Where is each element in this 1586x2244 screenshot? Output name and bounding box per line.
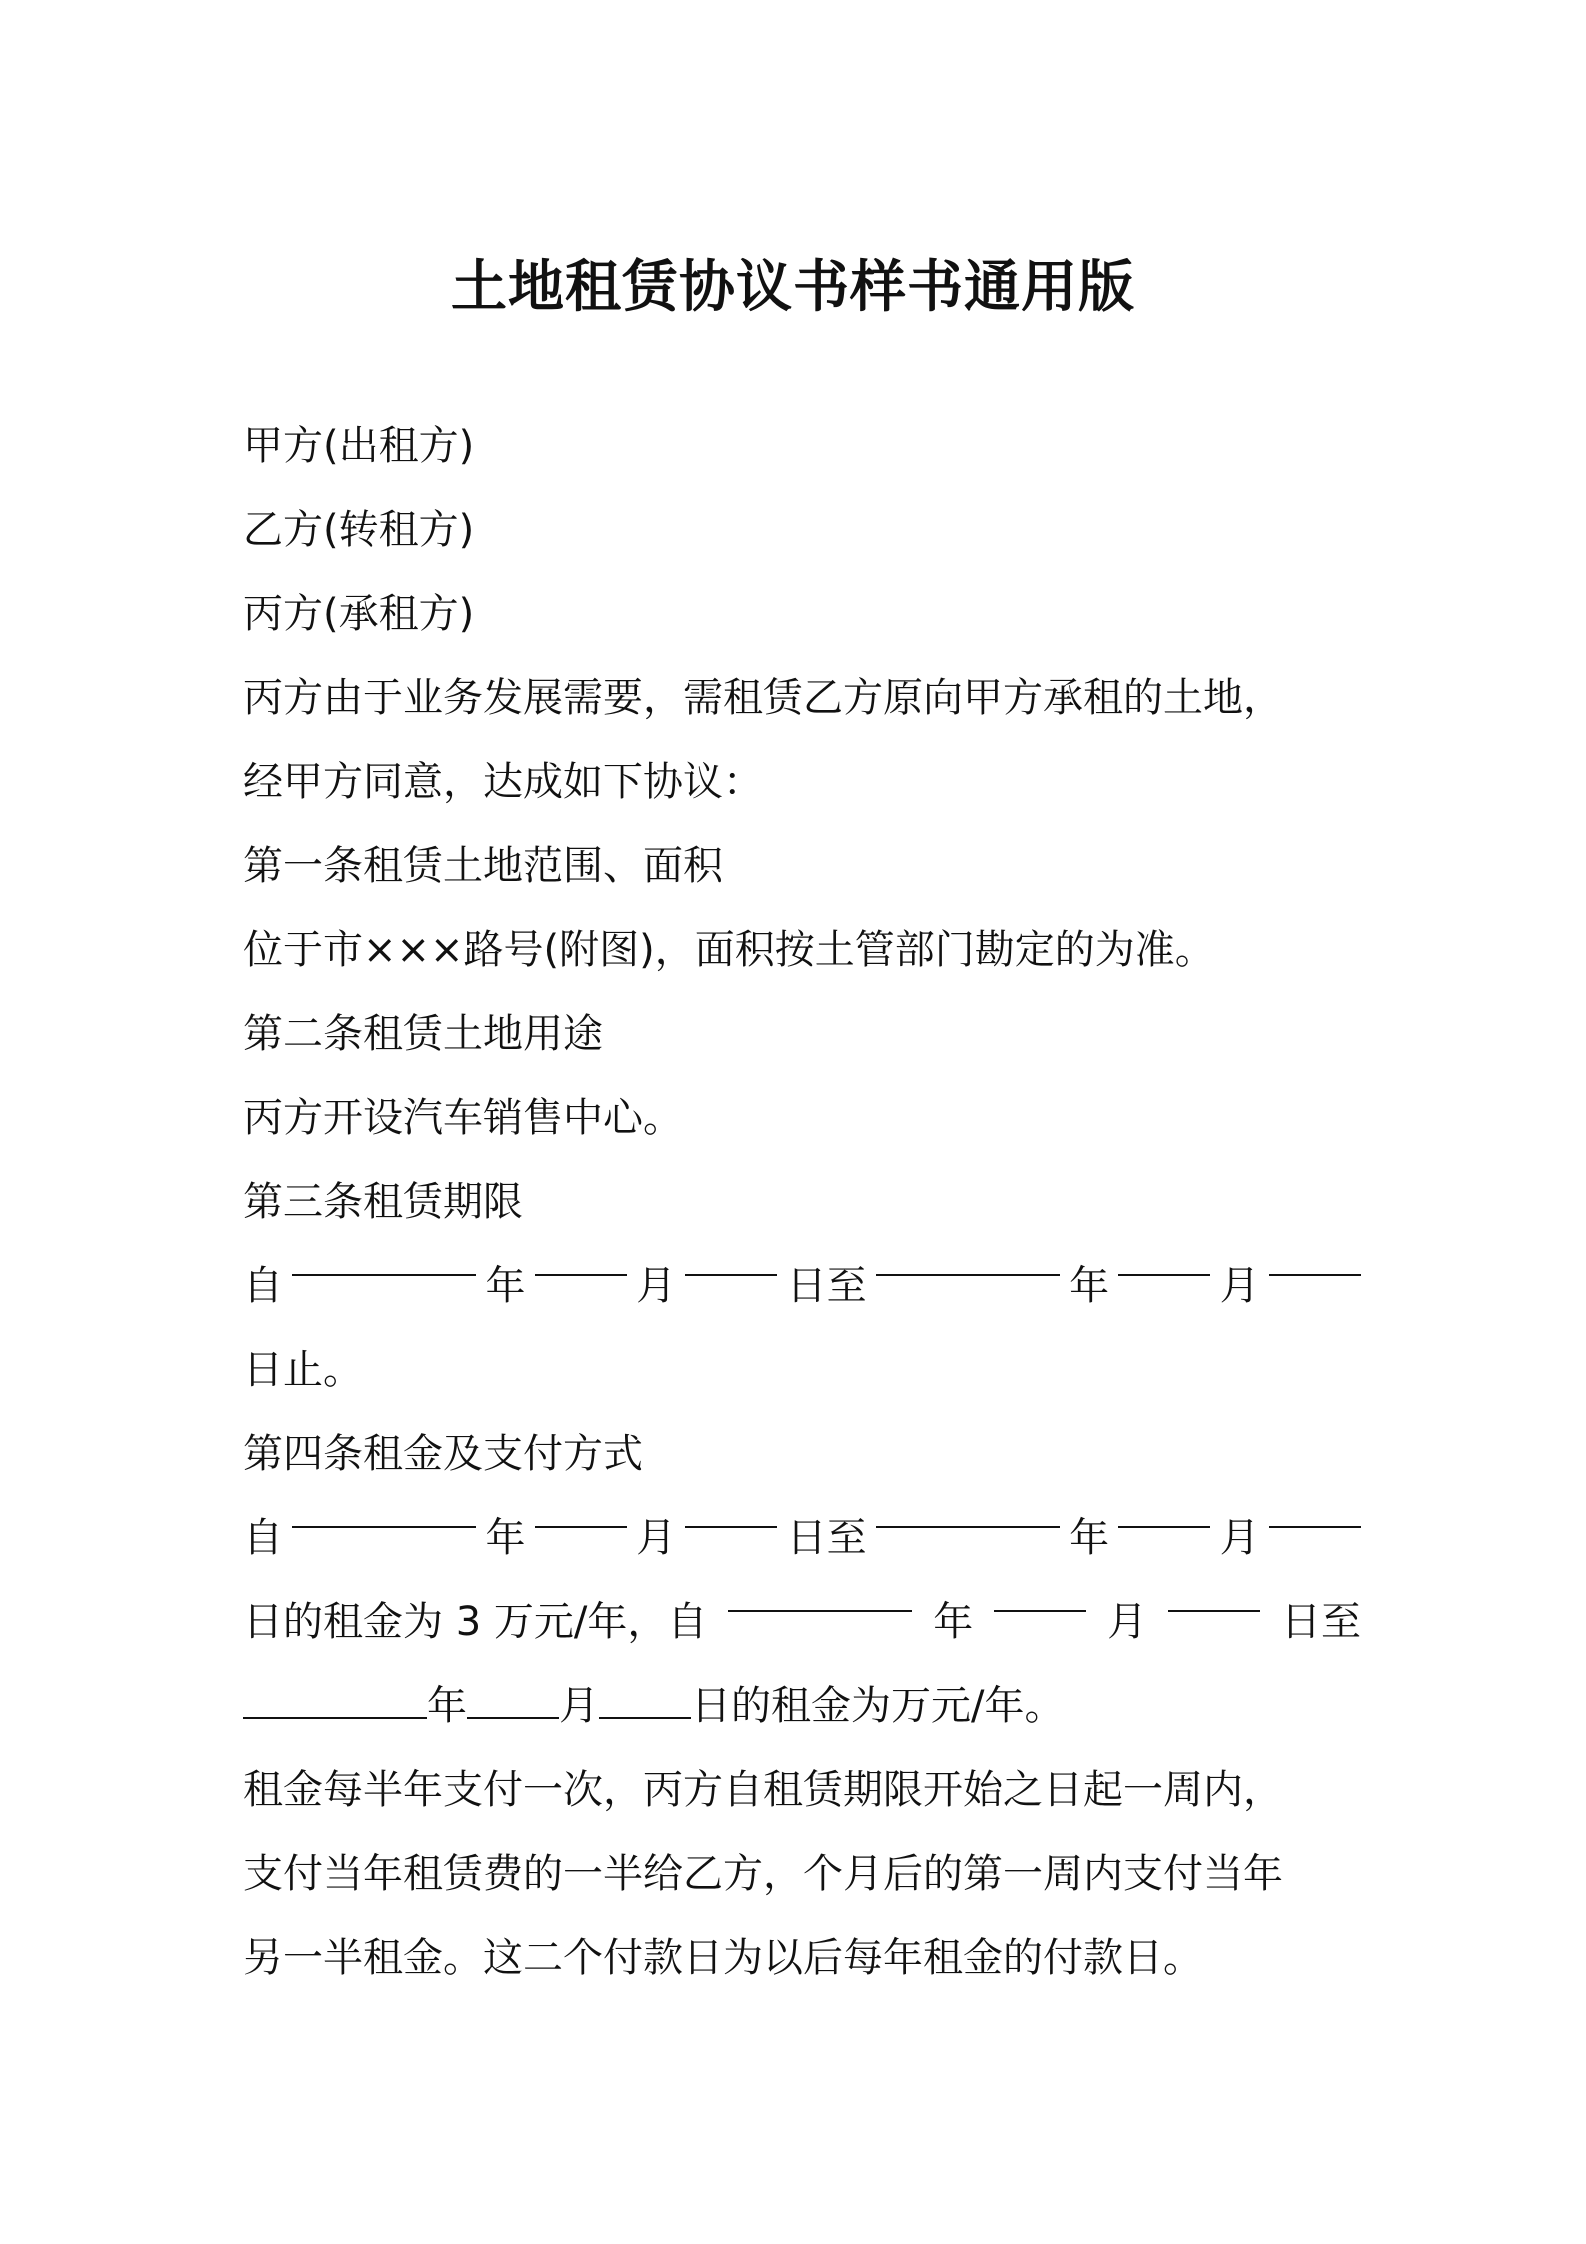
rent-amount-text: 日的租金为 3 万元/年，自 (243, 1599, 708, 1645)
year-label: 年 (485, 1515, 526, 1561)
month-label: 月 (636, 1263, 677, 1309)
rent-start-year-blank (292, 1496, 476, 1528)
document-body (243, 404, 1361, 2000)
article-2-text: 丙方开设汽车销售中心。 (243, 1095, 683, 1141)
rent2-end-day-blank (599, 1687, 691, 1719)
payment-line-2: 支付当年租赁费的一半给乙方，个月后的第一周内支付当年 (243, 1851, 1283, 1897)
rent-start-day-blank (685, 1496, 777, 1528)
day-to-label: 日至 (1280, 1599, 1361, 1645)
rent2-amount-text: 日的租金为万元/年。 (691, 1683, 1065, 1729)
article-1-heading: 第一条租赁土地范围、面积 (243, 843, 723, 889)
rent-end-day-blank (1269, 1496, 1361, 1528)
day-to-label: 日至 (786, 1263, 867, 1309)
month-label: 月 (1219, 1263, 1260, 1309)
party-a-line: 甲方(出租方) (243, 423, 475, 469)
year-label: 年 (485, 1263, 526, 1309)
article-1-text: 位于市×××路号(附图)，面积按土管部门勘定的为准。 (243, 927, 1215, 973)
article-2-heading: 第二条租赁土地用途 (243, 1011, 603, 1057)
month-label: 月 (1107, 1599, 1148, 1645)
rent2-end-year-blank (243, 1687, 427, 1719)
payment-line-1: 租金每半年支付一次，丙方自租赁期限开始之日起一周内， (243, 1767, 1283, 1813)
month-label: 月 (1219, 1515, 1260, 1561)
rent2-end-month-blank (467, 1687, 559, 1719)
article-3-heading: 第三条租赁期限 (243, 1179, 523, 1225)
year-label: 年 (427, 1683, 467, 1729)
article-3-term-line (243, 1244, 1361, 1328)
article-4-rent-line-3 (243, 1664, 1361, 1748)
day-to-label: 日至 (786, 1515, 867, 1561)
rent2-start-day-blank (1168, 1580, 1260, 1612)
end-year-blank (876, 1244, 1060, 1276)
start-year-blank (292, 1244, 476, 1276)
year-label: 年 (1069, 1515, 1110, 1561)
party-b-line: 乙方(转租方) (243, 507, 475, 553)
payment-line-3: 另一半租金。这二个付款日为以后每年租金的付款日。 (243, 1935, 1203, 1981)
start-month-blank (535, 1244, 627, 1276)
article-3-term-end: 日止。 (243, 1347, 363, 1393)
rent-end-year-blank (876, 1496, 1060, 1528)
intro-line-1: 丙方由于业务发展需要，需租赁乙方原向甲方承租的土地， (243, 675, 1283, 721)
article-4-heading: 第四条租金及支付方式 (243, 1431, 643, 1477)
rent2-start-month-blank (994, 1580, 1086, 1612)
article-4-rent-line-1 (243, 1496, 1361, 1580)
party-c-line: 丙方(承租方) (243, 591, 475, 637)
year-label: 年 (933, 1599, 974, 1645)
rent2-start-year-blank (728, 1580, 912, 1612)
rent-from-label: 自 (243, 1515, 283, 1561)
term-from-label: 自 (243, 1263, 283, 1309)
end-month-blank (1118, 1244, 1210, 1276)
month-label: 月 (636, 1515, 677, 1561)
document-title: 土地租赁协议书样书通用版 (451, 255, 1135, 320)
rent-start-month-blank (535, 1496, 627, 1528)
intro-line-2: 经甲方同意，达成如下协议： (243, 759, 763, 805)
month-label: 月 (559, 1683, 599, 1729)
article-4-rent-line-2 (243, 1580, 1361, 1664)
year-label: 年 (1069, 1263, 1110, 1309)
rent-end-month-blank (1118, 1496, 1210, 1528)
start-day-blank (685, 1244, 777, 1276)
end-day-blank (1269, 1244, 1361, 1276)
